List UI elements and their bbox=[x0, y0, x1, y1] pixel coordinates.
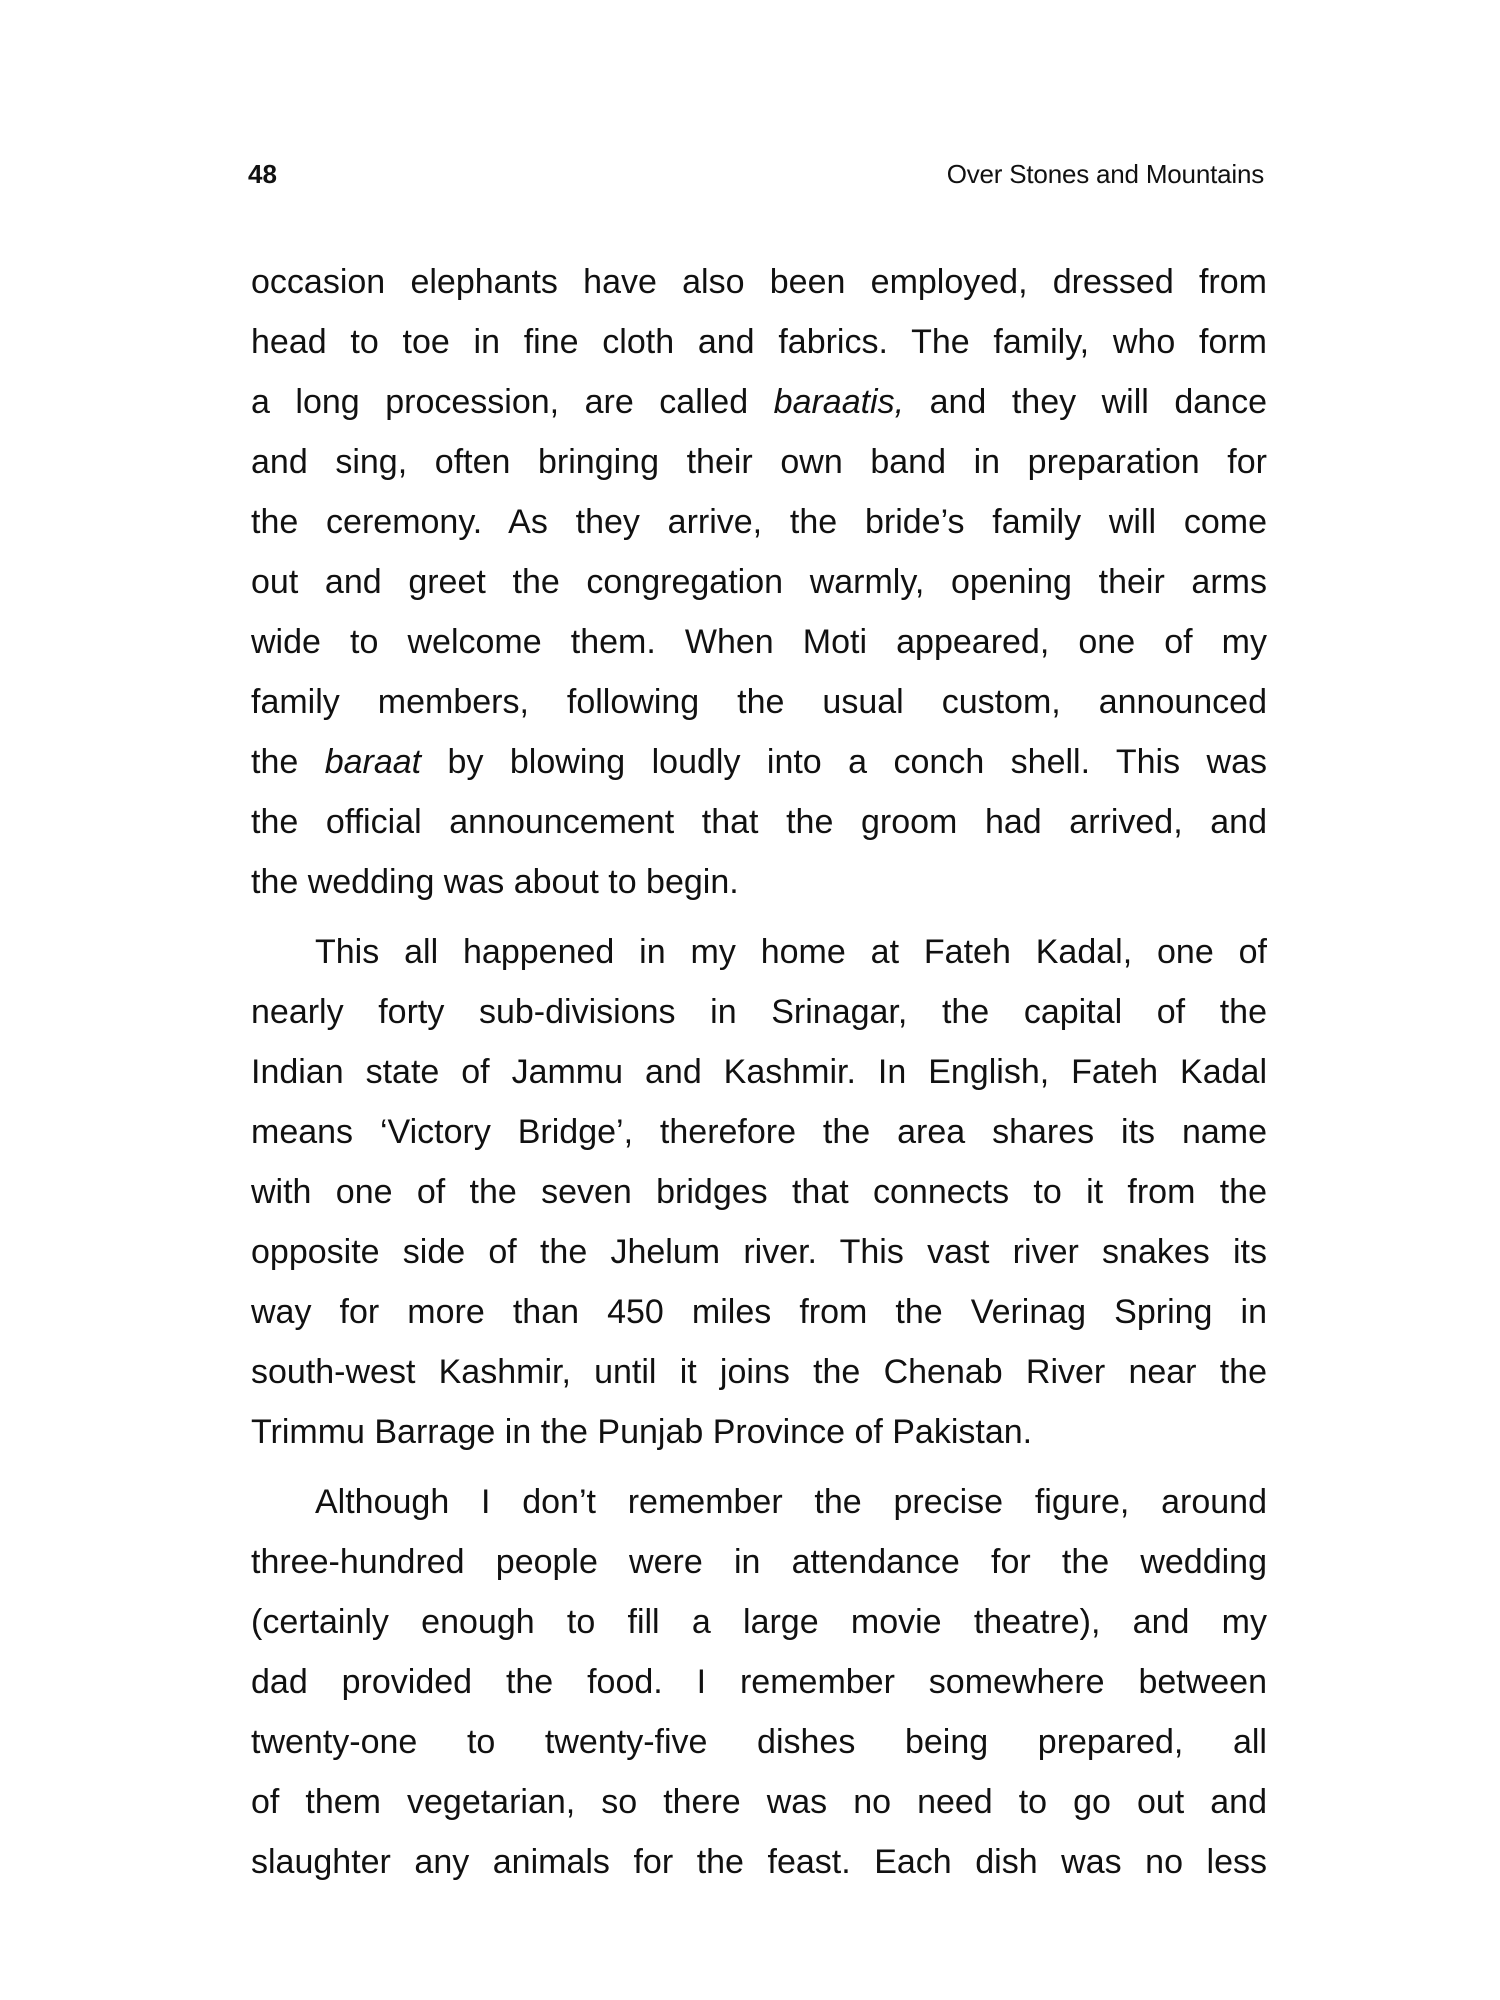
text-line: family members, following the usual custom, announced bbox=[251, 683, 1267, 721]
text-line: This all happened in my home at Fateh Kadal, one of bbox=[315, 933, 1267, 971]
text-line: the ceremony. As they arrive, the bride’s family will come bbox=[251, 503, 1267, 541]
page-number: 48 bbox=[248, 158, 277, 189]
text-line: the official announcement that the groom had arrived, and bbox=[251, 803, 1267, 841]
text-line: twenty-one to twenty-five dishes being prepared, all bbox=[251, 1723, 1267, 1761]
text-line: Trimmu Barrage in the Punjab Province of Pakistan. bbox=[251, 1413, 1033, 1451]
text-line: means ‘Victory Bridge’, therefore the area shares its name bbox=[251, 1113, 1267, 1151]
text-line: out and greet the congregation warmly, opening their arms bbox=[251, 563, 1267, 601]
text-line: of them vegetarian, so there was no need to go out and bbox=[251, 1783, 1267, 1821]
text-line: wide to welcome them. When Moti appeared, one of my bbox=[251, 623, 1267, 661]
text-segment: by blowing loudly into a conch shell. This was bbox=[421, 743, 1267, 781]
italic-term: baraatis, bbox=[773, 383, 905, 421]
text-line: with one of the seven bridges that connects to it from the bbox=[251, 1173, 1267, 1211]
body-text bbox=[251, 252, 1267, 1902]
italic-term: baraat bbox=[324, 743, 422, 781]
text-segment: a long procession, are called bbox=[251, 383, 774, 421]
text-line: Although I don’t remember the precise figure, around bbox=[315, 1483, 1267, 1521]
paragraph bbox=[251, 252, 1267, 912]
text-line bbox=[251, 372, 1267, 432]
text-line: Indian state of Jammu and Kashmir. In English, Fateh Kadal bbox=[251, 1053, 1267, 1091]
running-header bbox=[248, 156, 1264, 192]
text-line: way for more than 450 miles from the Verinag Spring in bbox=[251, 1293, 1267, 1331]
paragraph bbox=[251, 1472, 1267, 1892]
text-line: (certainly enough to fill a large movie theatre), and my bbox=[251, 1603, 1267, 1641]
paragraph bbox=[251, 922, 1267, 1462]
text-line: dad provided the food. I remember somewhere between bbox=[251, 1663, 1267, 1701]
text-segment: the bbox=[251, 743, 325, 781]
text-line bbox=[251, 732, 1267, 792]
text-line: nearly forty sub-divisions in Srinagar, the capital of the bbox=[251, 993, 1267, 1031]
text-segment: and they will dance bbox=[904, 383, 1267, 421]
text-line: the wedding was about to begin. bbox=[251, 863, 739, 901]
text-line: south-west Kashmir, until it joins the Chenab River near the bbox=[251, 1353, 1267, 1391]
text-line: slaughter any animals for the feast. Each dish was no less bbox=[251, 1843, 1267, 1881]
text-line: and sing, often bringing their own band in preparation for bbox=[251, 443, 1267, 481]
running-title: Over Stones and Mountains bbox=[946, 158, 1264, 189]
text-line: three-hundred people were in attendance for the wedding bbox=[251, 1543, 1267, 1581]
text-line: head to toe in fine cloth and fabrics. The family, who form bbox=[251, 323, 1267, 361]
text-line: opposite side of the Jhelum river. This vast river snakes its bbox=[251, 1233, 1267, 1271]
text-line: occasion elephants have also been employed, dressed from bbox=[251, 263, 1267, 301]
